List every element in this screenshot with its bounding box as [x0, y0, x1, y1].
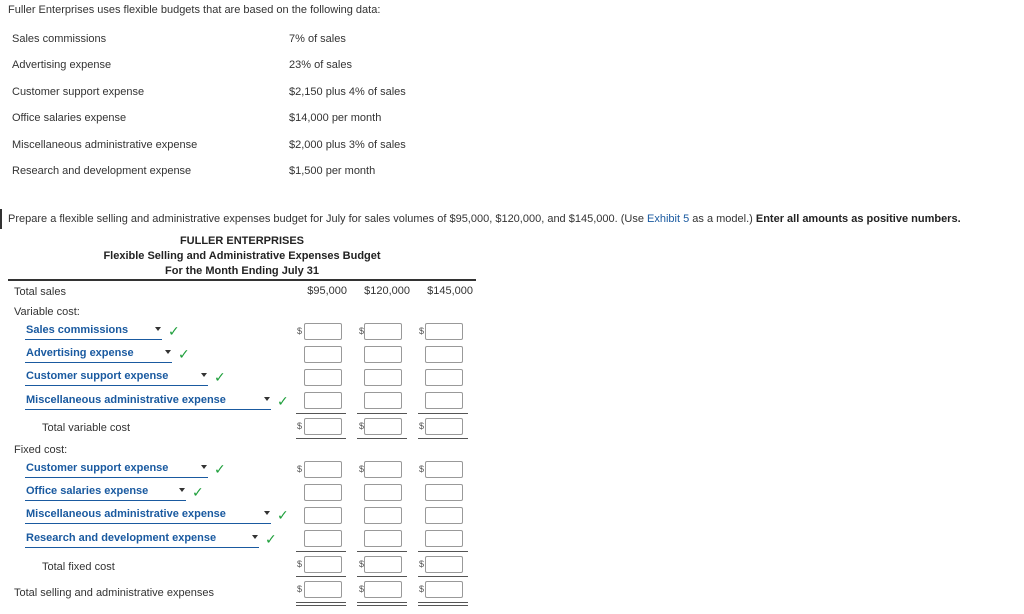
- check-icon: ✓: [192, 484, 204, 500]
- amount-input[interactable]: [304, 369, 342, 386]
- amount-input[interactable]: [304, 556, 342, 573]
- data-label: Office salaries expense: [12, 112, 127, 124]
- double-rule: [357, 602, 407, 603]
- amount-input[interactable]: [364, 392, 402, 409]
- variable-item-select[interactable]: [25, 370, 208, 386]
- question-text-before: Prepare a flexible selling and administrative expenses budget for July for sales volumes of $95,000, $120,000, and $145,000. (Use: [8, 213, 648, 225]
- fixed-item-select[interactable]: [25, 508, 271, 524]
- subtotal-rule: [296, 576, 346, 577]
- select-value: Customer support expense: [26, 370, 169, 382]
- data-label: Miscellaneous administrative expense: [12, 139, 198, 151]
- company-name: FULLER ENTERPRISES: [179, 235, 305, 247]
- subtotal-rule: [296, 551, 346, 552]
- amount-input[interactable]: [304, 346, 342, 363]
- chevron-down-icon: [165, 350, 171, 354]
- data-label: Research and development expense: [12, 165, 192, 177]
- subtotal-rule: [296, 413, 346, 414]
- amount-input[interactable]: [425, 484, 463, 501]
- amount-input[interactable]: [364, 530, 402, 547]
- check-icon: ✓: [178, 346, 190, 362]
- fixed-item-select[interactable]: [25, 485, 186, 501]
- amount-input[interactable]: [364, 346, 402, 363]
- amount-input[interactable]: [364, 507, 402, 524]
- check-icon: ✓: [277, 507, 289, 523]
- fixed-item-select[interactable]: [25, 532, 259, 548]
- amount-input[interactable]: [425, 530, 463, 547]
- amount-input[interactable]: [304, 323, 342, 340]
- select-value: Research and development expense: [26, 532, 217, 544]
- intro-text: Fuller Enterprises uses flexible budgets that are based on the following data:: [8, 4, 381, 16]
- variable-item-select[interactable]: [25, 324, 162, 340]
- chevron-down-icon: [252, 535, 258, 539]
- dollar-sign: $: [359, 421, 365, 431]
- chevron-down-icon: [179, 488, 185, 492]
- question-text-after: as a model.): [689, 213, 756, 225]
- select-value: Advertising expense: [26, 347, 134, 359]
- dollar-sign: $: [419, 421, 425, 431]
- amount-input[interactable]: [364, 484, 402, 501]
- question-instruction: Enter all amounts as positive numbers.: [755, 213, 961, 225]
- exhibit-link[interactable]: Exhibit 5: [647, 213, 690, 225]
- data-label: Advertising expense: [12, 59, 112, 71]
- dollar-sign: $: [297, 584, 303, 594]
- variable-item-select[interactable]: [25, 347, 172, 363]
- fixed-item-select[interactable]: [25, 462, 208, 478]
- check-icon: ✓: [265, 531, 277, 547]
- amount-input[interactable]: [304, 484, 342, 501]
- column-header: $95,000: [307, 285, 347, 297]
- subtotal-rule: [357, 576, 407, 577]
- column-header: $145,000: [427, 285, 473, 297]
- dollar-sign: $: [359, 559, 365, 569]
- select-value: Sales commissions: [26, 324, 129, 336]
- select-value: Miscellaneous administrative expense: [26, 394, 226, 406]
- column-header: $120,000: [364, 285, 410, 297]
- double-rule: [418, 605, 468, 606]
- dollar-sign: $: [297, 559, 303, 569]
- check-icon: ✓: [168, 323, 180, 339]
- subtotal-rule: [418, 551, 468, 552]
- double-rule: [296, 605, 346, 606]
- select-value: Customer support expense: [26, 462, 169, 474]
- amount-input[interactable]: [425, 556, 463, 573]
- total-fixed-label: Total fixed cost: [42, 561, 115, 573]
- amount-input[interactable]: [425, 581, 463, 598]
- amount-input[interactable]: [304, 581, 342, 598]
- amount-input[interactable]: [304, 392, 342, 409]
- double-rule: [296, 602, 346, 603]
- subtotal-rule: [418, 438, 468, 439]
- check-icon: ✓: [277, 393, 289, 409]
- subtotal-rule: [418, 576, 468, 577]
- chevron-down-icon: [264, 511, 270, 515]
- data-value: $1,500 per month: [289, 165, 376, 177]
- chevron-down-icon: [201, 465, 207, 469]
- subtotal-rule: [357, 438, 407, 439]
- amount-input[interactable]: [425, 461, 463, 478]
- double-rule: [418, 602, 468, 603]
- amount-input[interactable]: [364, 418, 402, 435]
- question-text: [8, 213, 961, 225]
- dollar-sign: $: [419, 559, 425, 569]
- check-icon: ✓: [214, 369, 226, 385]
- subtotal-rule: [296, 438, 346, 439]
- grand-total-label: Total selling and administrative expenses: [14, 587, 214, 599]
- data-label: Customer support expense: [12, 86, 145, 98]
- amount-input[interactable]: [425, 369, 463, 386]
- double-rule: [357, 605, 407, 606]
- dollar-sign: $: [419, 584, 425, 594]
- amount-input[interactable]: [425, 392, 463, 409]
- amount-input[interactable]: [364, 369, 402, 386]
- dollar-sign: $: [419, 464, 425, 474]
- question-marker: [0, 209, 2, 229]
- budget-title: Flexible Selling and Administrative Expenses Budget: [103, 250, 381, 262]
- amount-input[interactable]: [364, 556, 402, 573]
- dollar-sign: $: [297, 421, 303, 431]
- data-value: 23% of sales: [289, 59, 352, 71]
- fixed-cost-label: Fixed cost:: [14, 444, 68, 456]
- data-value: $2,150 plus 4% of sales: [289, 86, 406, 98]
- total-sales-label: Total sales: [14, 286, 66, 298]
- amount-input[interactable]: [364, 323, 402, 340]
- chevron-down-icon: [201, 373, 207, 377]
- amount-input[interactable]: [364, 581, 402, 598]
- dollar-sign: $: [419, 326, 425, 336]
- amount-input[interactable]: [425, 418, 463, 435]
- amount-input[interactable]: [304, 530, 342, 547]
- select-value: Office salaries expense: [26, 485, 149, 497]
- chevron-down-icon: [155, 327, 161, 331]
- check-icon: ✓: [214, 461, 226, 477]
- subtotal-rule: [357, 413, 407, 414]
- dollar-sign: $: [359, 584, 365, 594]
- header-rule: [8, 279, 476, 281]
- variable-cost-label: Variable cost:: [14, 306, 80, 318]
- data-label: Sales commissions: [12, 33, 107, 45]
- subtotal-rule: [418, 413, 468, 414]
- dollar-sign: $: [359, 464, 365, 474]
- amount-input[interactable]: [304, 418, 342, 435]
- budget-period: For the Month Ending July 31: [165, 265, 319, 277]
- amount-input[interactable]: [425, 507, 463, 524]
- select-value: Miscellaneous administrative expense: [26, 508, 226, 520]
- amount-input[interactable]: [304, 461, 342, 478]
- chevron-down-icon: [264, 397, 270, 401]
- amount-input[interactable]: [364, 461, 402, 478]
- variable-item-select[interactable]: [25, 394, 271, 410]
- amount-input[interactable]: [304, 507, 342, 524]
- data-value: $14,000 per month: [289, 112, 382, 124]
- data-value: $2,000 plus 3% of sales: [289, 139, 406, 151]
- amount-input[interactable]: [425, 346, 463, 363]
- data-value: 7% of sales: [289, 33, 346, 45]
- subtotal-rule: [357, 551, 407, 552]
- dollar-sign: $: [359, 326, 365, 336]
- total-variable-label: Total variable cost: [42, 422, 131, 434]
- dollar-sign: $: [297, 464, 303, 474]
- dollar-sign: $: [297, 326, 303, 336]
- amount-input[interactable]: [425, 323, 463, 340]
